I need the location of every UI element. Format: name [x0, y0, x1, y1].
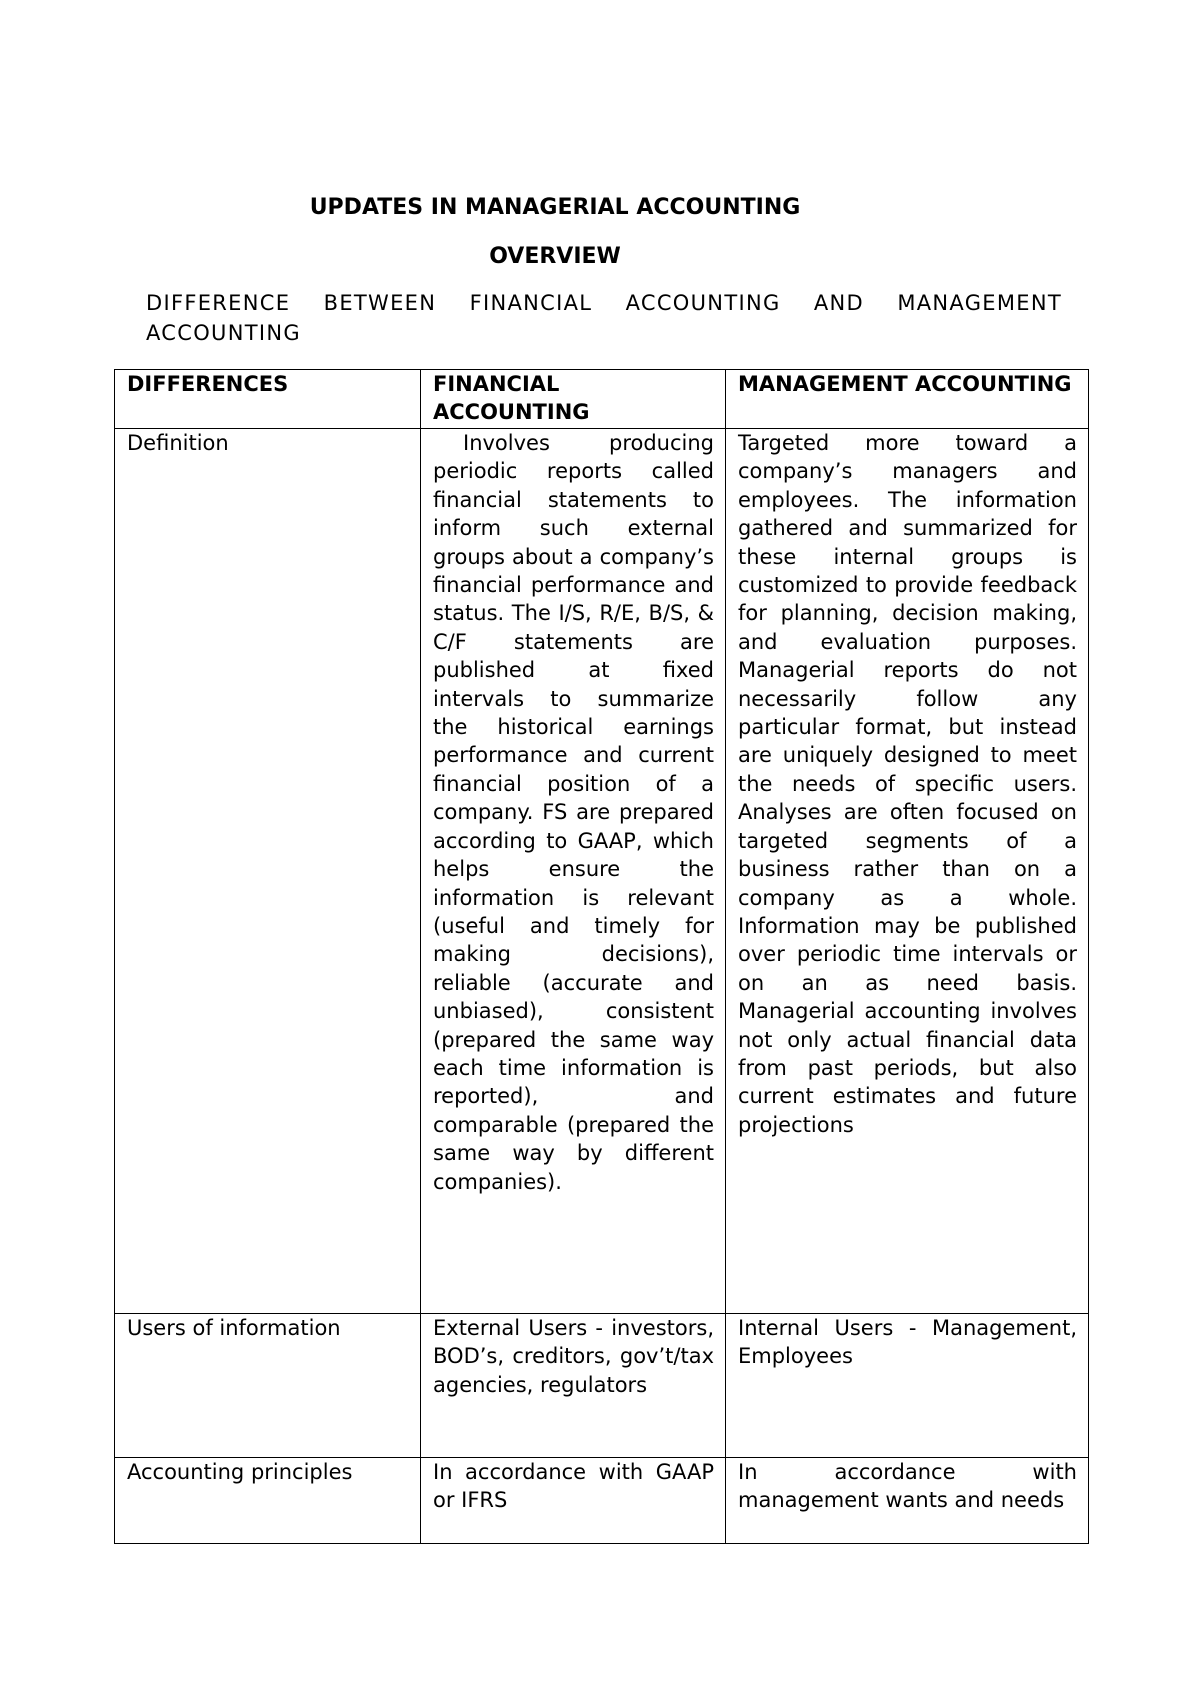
table-row — [115, 429, 1089, 1314]
intro-heading-line-2: ACCOUNTING — [146, 321, 301, 345]
cell-management-principles — [726, 1458, 1089, 1544]
row-label-definition: Definition — [115, 429, 421, 1314]
header-differences: DIFFERENCES — [115, 370, 421, 429]
cell-text: Internal Users - Management, Employees — [738, 1316, 1077, 1369]
cell-text: Targeted more toward a company’s managers and employees. The information gathered and summarized for these internal groups is customized to provide feedback for planning, decision making, and evaluation purposes. Managerial reports do not necessarily follow any particular format, but instead are uniquely designed to meet the needs of specific users. Analyses are often focused on targeted segments of a business rather than on a company as a whole. Information may be published over periodic time intervals or on an as need basis. Managerial accounting involves not only actual financial data from past periods, but also current estimates and future projections — [738, 431, 1077, 1137]
cell-financial-definition — [421, 429, 726, 1314]
cell-management-definition — [726, 429, 1089, 1314]
cell-text: In accordance with GAAP or IFRS — [433, 1460, 714, 1513]
table-row — [115, 1458, 1089, 1544]
cell-financial-principles — [421, 1458, 726, 1544]
cell-text: External Users - investors, BOD’s, creditors, gov’t/tax agencies, regulators — [433, 1316, 714, 1397]
cell-management-users — [726, 1314, 1089, 1458]
table-header-row — [115, 370, 1089, 429]
document-subtitle: OVERVIEW — [489, 244, 621, 269]
header-management-accounting: MANAGEMENT ACCOUNTING — [726, 370, 1089, 429]
document-title: UPDATES IN MANAGERIAL ACCOUNTING — [309, 195, 801, 220]
row-label-users: Users of information — [115, 1314, 421, 1458]
comparison-table — [114, 369, 1089, 1544]
intro-heading — [146, 288, 1062, 348]
cell-text: In accordance with management wants and needs — [738, 1460, 1077, 1513]
intro-heading-line-1: DIFFERENCE BETWEEN FINANCIAL ACCOUNTING AND MANAGEMENT — [146, 291, 1062, 315]
cell-financial-users — [421, 1314, 726, 1458]
table-row — [115, 1314, 1089, 1458]
header-financial-accounting: FINANCIAL ACCOUNTING — [421, 370, 726, 429]
row-label-principles: Accounting principles — [115, 1458, 421, 1544]
cell-text: Involves producing periodic reports called financial statements to inform such external groups about a company’s financial performance and status. The I/S, R/E, B/S, & C/F statements are published at fixed intervals to summarize the historical earnings performance and current financial position of a company. FS are prepared according to GAAP, which helps ensure the information is relevant (useful and timely for making decisions), reliable (accurate and unbiased), consistent (prepared the same way each time information is reported), and comparable (prepared the same way by different companies). — [433, 431, 714, 1194]
